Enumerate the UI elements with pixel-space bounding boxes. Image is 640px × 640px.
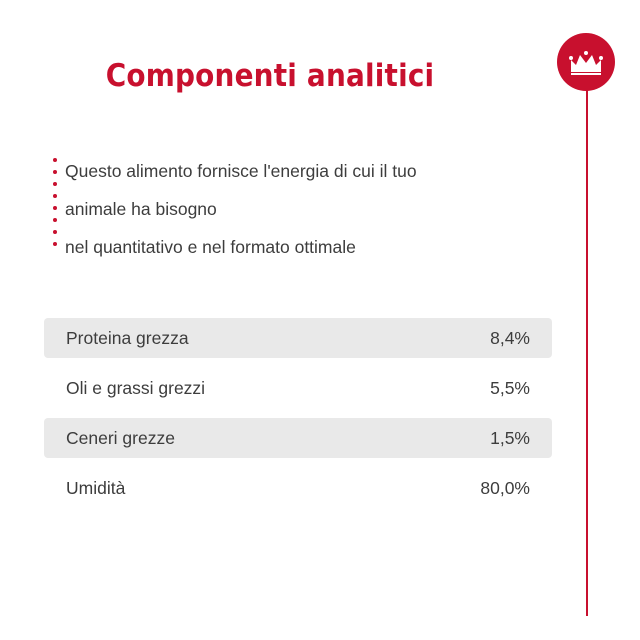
accent-dot [53,182,57,186]
intro-block [45,152,545,266]
table-row [44,368,552,408]
constituents-table [44,318,552,518]
intro-text [65,152,417,266]
crown-icon [569,49,603,75]
brand-vertical-line [586,64,588,616]
accent-dot [53,218,57,222]
constituent-name: Proteina grezza [66,327,189,348]
accent-dot [53,194,57,198]
page-title: Componenti analitici [105,58,435,94]
constituent-value: 1,5% [490,427,530,448]
accent-dot [53,158,57,162]
table-row [44,468,552,508]
table-row [44,418,552,458]
table-row [44,318,552,358]
accent-dot [53,206,57,210]
constituent-name: Oli e grassi grezzi [66,377,206,398]
constituent-value: 5,5% [490,377,530,398]
accent-dot [53,242,57,246]
constituent-value: 8,4% [490,327,530,348]
dotted-accent-column [45,152,65,254]
constituent-name: Umidità [66,477,126,498]
constituent-name: Ceneri grezze [66,427,175,448]
accent-dot [53,230,57,234]
intro-line: Questo alimento fornisce l'energia di cui il tuo [65,161,417,181]
brand-logo-badge [557,33,615,91]
intro-line: animale ha bisogno [65,199,217,219]
accent-dot [53,170,57,174]
constituent-value: 80,0% [480,477,530,498]
intro-line: nel quantitativo e nel formato ottimale [65,237,356,257]
